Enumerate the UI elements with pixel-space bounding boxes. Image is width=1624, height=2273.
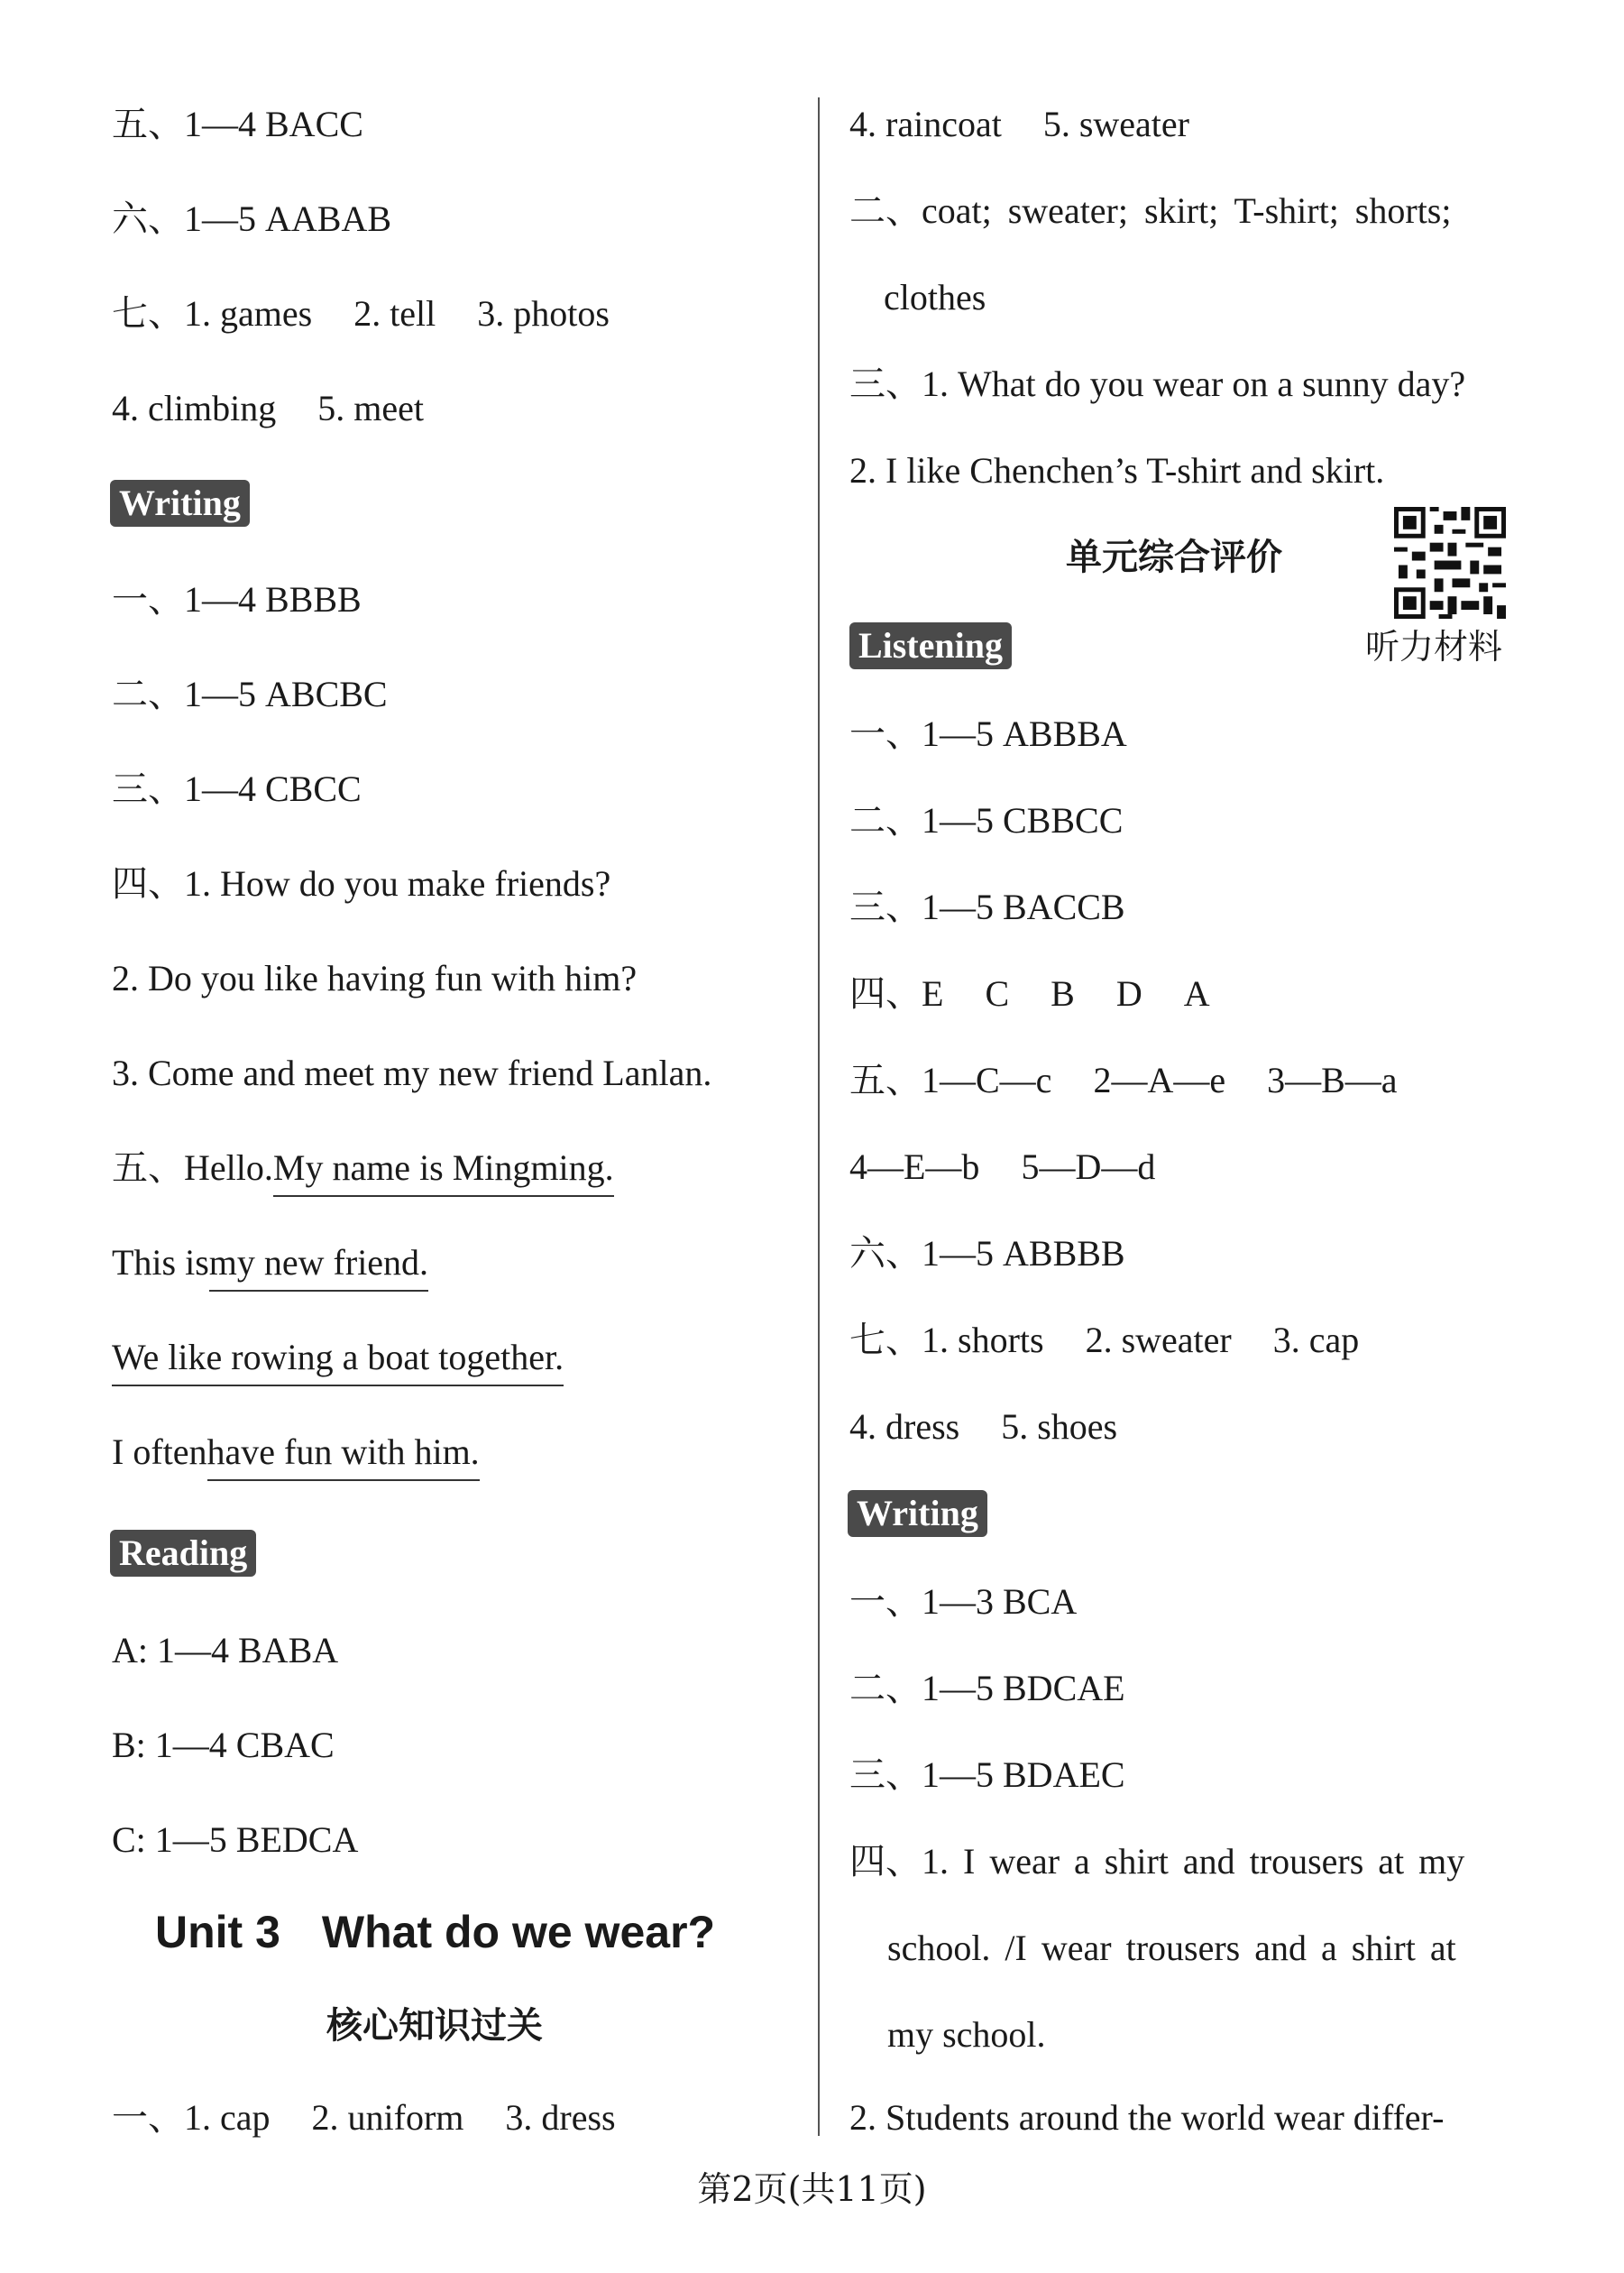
left-writing-2: 二、1—5 ABCBC	[112, 674, 388, 714]
left-writing-1: 一、1—4 BBBB	[112, 579, 362, 620]
right-line-4: 三、1. What do you wear on a sunny day?	[849, 363, 1466, 404]
text-segment: A	[1183, 973, 1210, 1014]
reading-badge: Reading	[110, 1530, 256, 1577]
text-segment: 3. cap	[1272, 1320, 1360, 1360]
writing-badge: Writing	[110, 480, 250, 527]
text-segment: 5. meet	[317, 388, 424, 428]
qr-code-icon[interactable]	[1394, 507, 1506, 619]
right-writing-2: 二、1—5 BDCAE	[849, 1668, 1125, 1708]
listening-badge: Listening	[849, 622, 1012, 669]
right-listening-1: 一、1—5 ABBBA	[849, 713, 1127, 754]
text-segment: 2—A—e	[1093, 1060, 1226, 1100]
text-segment: 3. dress	[505, 2097, 616, 2138]
core-knowledge-heading: 核心知识过关	[326, 2005, 543, 2047]
column-divider	[818, 97, 820, 2136]
right-line-3: clothes	[884, 277, 986, 317]
right-writing-4: 四、1. I wear a shirt and trousers at my	[849, 1841, 1465, 1882]
underlined-answer: My name is Mingming.	[273, 1143, 614, 1197]
qr-label: 听力材料	[1365, 627, 1503, 667]
unit-evaluation-heading: 单元综合评价	[1066, 537, 1282, 578]
left-writing-6: 3. Come and meet my new friend Lanlan.	[112, 1053, 712, 1093]
left-line-4	[112, 383, 424, 434]
text-segment: 2. uniform	[311, 2097, 464, 2138]
left-reading-3: C: 1—5 BEDCA	[112, 1819, 359, 1860]
text-segment: 七、1. games	[112, 293, 313, 334]
left-line-2: 六、1—5 AABAB	[112, 198, 392, 239]
left-writing-10	[112, 1427, 480, 1481]
left-writing-5: 2. Do you like having fun with him?	[112, 958, 638, 998]
text-segment: 4. dress	[849, 1406, 960, 1447]
left-writing-3: 三、1—4 CBCC	[112, 768, 362, 809]
left-reading-2: B: 1—4 CBAC	[112, 1725, 335, 1765]
left-writing-9	[112, 1332, 564, 1386]
left-core-1	[112, 2093, 616, 2143]
text-segment: 3. photos	[477, 293, 610, 334]
text-segment: 4. raincoat	[849, 104, 1002, 144]
right-line-1	[849, 99, 1189, 150]
text-segment: This is	[112, 1242, 209, 1283]
right-listening-7: 六、1—5 ABBBB	[849, 1233, 1125, 1274]
text-segment: 5—D—d	[1021, 1146, 1156, 1187]
left-reading-1: A: 1—4 BABA	[112, 1630, 339, 1670]
text-segment: 2. tell	[353, 293, 436, 334]
underlined-answer: have fun with him.	[207, 1427, 480, 1481]
right-listening-3: 三、1—5 BACCB	[849, 887, 1125, 927]
unit-name: What do we wear?	[321, 1907, 716, 1957]
text-segment: B	[1051, 973, 1075, 1014]
right-line-5: 2. I like Chenchen’s T-shirt and skirt.	[849, 450, 1385, 491]
text-segment: 五、1—C—c	[849, 1060, 1052, 1100]
text-segment: 4. climbing	[112, 388, 277, 428]
right-listening-5	[849, 1055, 1398, 1106]
right-writing-3: 三、1—5 BDAEC	[849, 1754, 1125, 1795]
text-segment: 3—B—a	[1267, 1060, 1398, 1100]
right-writing-5: school. /I wear trousers and a shirt at	[887, 1928, 1456, 1968]
left-line-1: 五、1—4 BACC	[112, 104, 363, 144]
left-writing-4: 四、1. How do you make friends?	[112, 863, 611, 904]
text-segment: 七、1. shorts	[849, 1320, 1044, 1360]
unit-number: Unit 3	[155, 1907, 280, 1957]
right-listening-2: 二、1—5 CBBCC	[849, 800, 1124, 841]
left-line-3	[112, 289, 610, 339]
writing-badge-right: Writing	[848, 1490, 987, 1537]
text-segment: 一、1. cap	[112, 2097, 271, 2138]
text-segment: 四、E	[849, 973, 944, 1014]
unit-title	[155, 1903, 715, 1961]
underlined-answer: my new friend.	[209, 1238, 428, 1292]
underlined-answer: We like rowing a boat together.	[112, 1332, 564, 1386]
right-writing-1: 一、1—3 BCA	[849, 1581, 1078, 1622]
text-segment: D	[1115, 973, 1142, 1014]
left-writing-8	[112, 1238, 428, 1292]
right-listening-6	[849, 1142, 1155, 1192]
text-segment: 5. sweater	[1042, 104, 1189, 144]
right-listening-8	[849, 1315, 1359, 1366]
page-number: 第2页(共11页)	[697, 2169, 927, 2209]
text-segment: 5. shoes	[1001, 1406, 1118, 1447]
text-segment: 2. sweater	[1085, 1320, 1232, 1360]
right-line-2: 二、coat; sweater; skirt; T-shirt; shorts;	[849, 190, 1452, 231]
left-writing-7	[112, 1143, 614, 1197]
text-segment: C	[985, 973, 1010, 1014]
right-listening-4	[849, 969, 1210, 1019]
text-segment: I often	[112, 1431, 207, 1472]
right-listening-9	[849, 1402, 1117, 1452]
text-segment: 4—E—b	[849, 1146, 980, 1187]
right-writing-6: my school.	[887, 2014, 1046, 2055]
right-writing-7: 2. Students around the world wear differ-	[849, 2097, 1445, 2138]
text-segment: 五、Hello.	[112, 1147, 273, 1188]
